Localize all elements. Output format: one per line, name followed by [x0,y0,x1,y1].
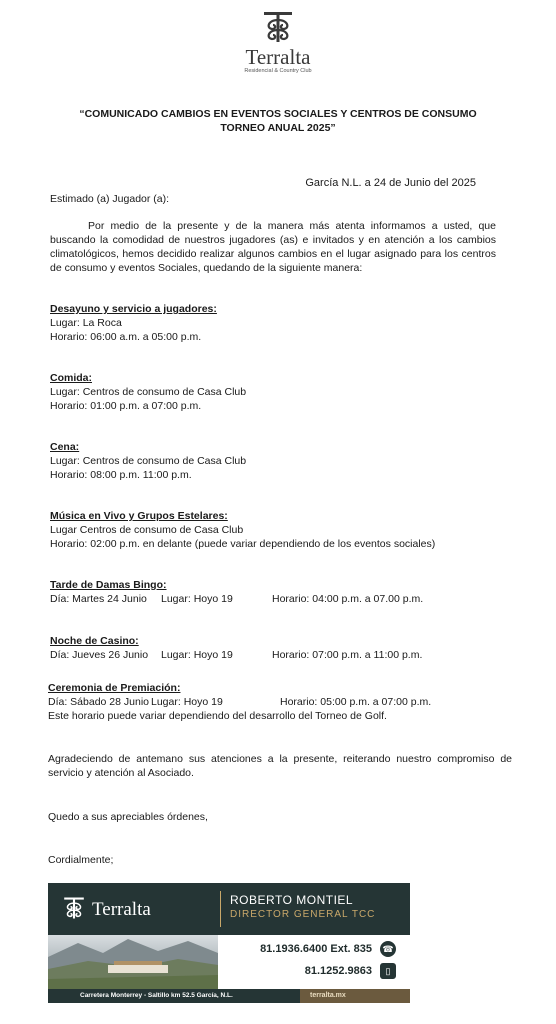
terralta-logo-icon [60,895,88,921]
salutation: Estimado (a) Jugador (a): [50,193,170,205]
terralta-logo-icon [258,10,298,44]
section-horario: Horario: 01:00 p.m. a 07:00 p.m. [50,400,202,412]
closing-ordenes: Quedo a sus apreciables órdenes, [48,811,208,823]
event-horario: Horario: 07:00 p.m. a 11:00 p.m. [272,649,423,661]
address: Carretera Monterrey - Saltillo km 52.5 García, N.L. [80,992,233,999]
section-heading: Tarde de Damas Bingo: [50,579,167,591]
phone-icon: ☎ [380,941,396,957]
event-dia: Día: Martes 24 Junio [50,593,147,605]
signature-card [48,883,410,1003]
card-brand: Terralta [92,899,151,920]
signer-role: DIRECTOR GENERAL TCC [230,909,376,920]
section-heading: Comida: [50,372,92,384]
section-horario: Horario: 06:00 a.m. a 05:00 p.m. [50,331,202,343]
website-link[interactable]: terralta.mx [300,989,410,1003]
mobile-icon: ▯ [380,963,396,979]
section-premiacion [48,681,498,723]
signature-card-header [48,883,410,935]
event-lugar: Lugar: Hoyo 19 [151,696,223,708]
event-details-row [50,648,490,662]
letter-date: García N.L. a 24 de Junio del 2025 [305,177,476,189]
section-cena [50,440,246,482]
section-heading: Desayuno y servicio a jugadores: [50,303,217,315]
section-lugar: Lugar: La Roca [50,317,122,329]
closing-paragraph: Agradeciendo de antemano sus atenciones a la presente, reiterando nuestro compromiso de servicio y atención al Asociado. [48,753,512,779]
contact-panel [218,935,410,989]
section-damas [50,578,490,606]
section-heading: Noche de Casino: [50,635,139,647]
section-horario: Horario: 02:00 p.m. en delante (puede variar dependiendo de los eventos sociales) [50,538,436,550]
section-desayuno [50,302,217,344]
section-lugar: Lugar: Centros de consumo de Casa Club [50,386,247,398]
section-heading: Ceremonia de Premiación: [48,682,181,694]
event-lugar: Lugar: Hoyo 19 [161,593,233,605]
document-title [60,107,496,135]
title-line-1: “COMUNICADO CAMBIOS EN EVENTOS SOCIALES Y CENTROS DE CONSUMO [79,108,477,120]
event-dia: Día: Sábado 28 Junio [48,696,149,708]
event-lugar: Lugar: Hoyo 19 [161,649,233,661]
event-details-row [50,592,490,606]
logo-name: Terralta [245,45,311,69]
event-horario: Horario: 05:00 p.m. a 07:00 p.m. [280,696,432,708]
logo-tagline: Residencial & Country Club [244,68,312,74]
intro-paragraph: Por medio de la presente y de la manera más atenta informamos a usted, que buscando la comodidad de nuestros jugadores (as) e invitados y en atención a los cambios climatológicos, hemos decidido realizar algunos cambios en el lugar asignado para los centros de consumo y eventos Sociales, quedando de la siguiente manera: [50,220,496,274]
signer-name: ROBERTO MONTIEL [230,893,354,907]
section-lugar: Lugar Centros de consumo de Casa Club [50,524,244,536]
section-horario: Horario: 08:00 p.m. 11:00 p.m. [50,469,192,481]
title-line-2: TORNEO ANUAL 2025” [220,122,336,134]
card-divider [220,891,221,927]
office-phone[interactable]: 81.1936.6400 Ext. 835 [260,943,372,955]
section-musica [50,509,435,551]
section-lugar: Lugar: Centros de consumo de Casa Club [50,455,247,467]
section-heading: Música en Vivo y Grupos Estelares: [50,510,228,522]
section-comida [50,371,246,413]
event-details-row [48,695,498,709]
signature-card-footer [48,989,410,1003]
closing-despedida: Cordialmente; [48,854,114,866]
landscape-illustration [48,935,218,989]
event-horario: Horario: 04:00 p.m. a 07.00 p.m. [272,593,424,605]
event-dia: Día: Jueves 26 Junio [50,649,149,661]
mobile-phone[interactable]: 81.1252.9863 [304,965,372,977]
section-heading: Cena: [50,441,80,453]
section-casino [50,634,490,662]
landscape-photo [48,935,218,989]
event-note: Este horario puede variar dependiendo del desarrollo del Torneo de Golf. [48,710,387,722]
terralta-logo [0,10,556,78]
